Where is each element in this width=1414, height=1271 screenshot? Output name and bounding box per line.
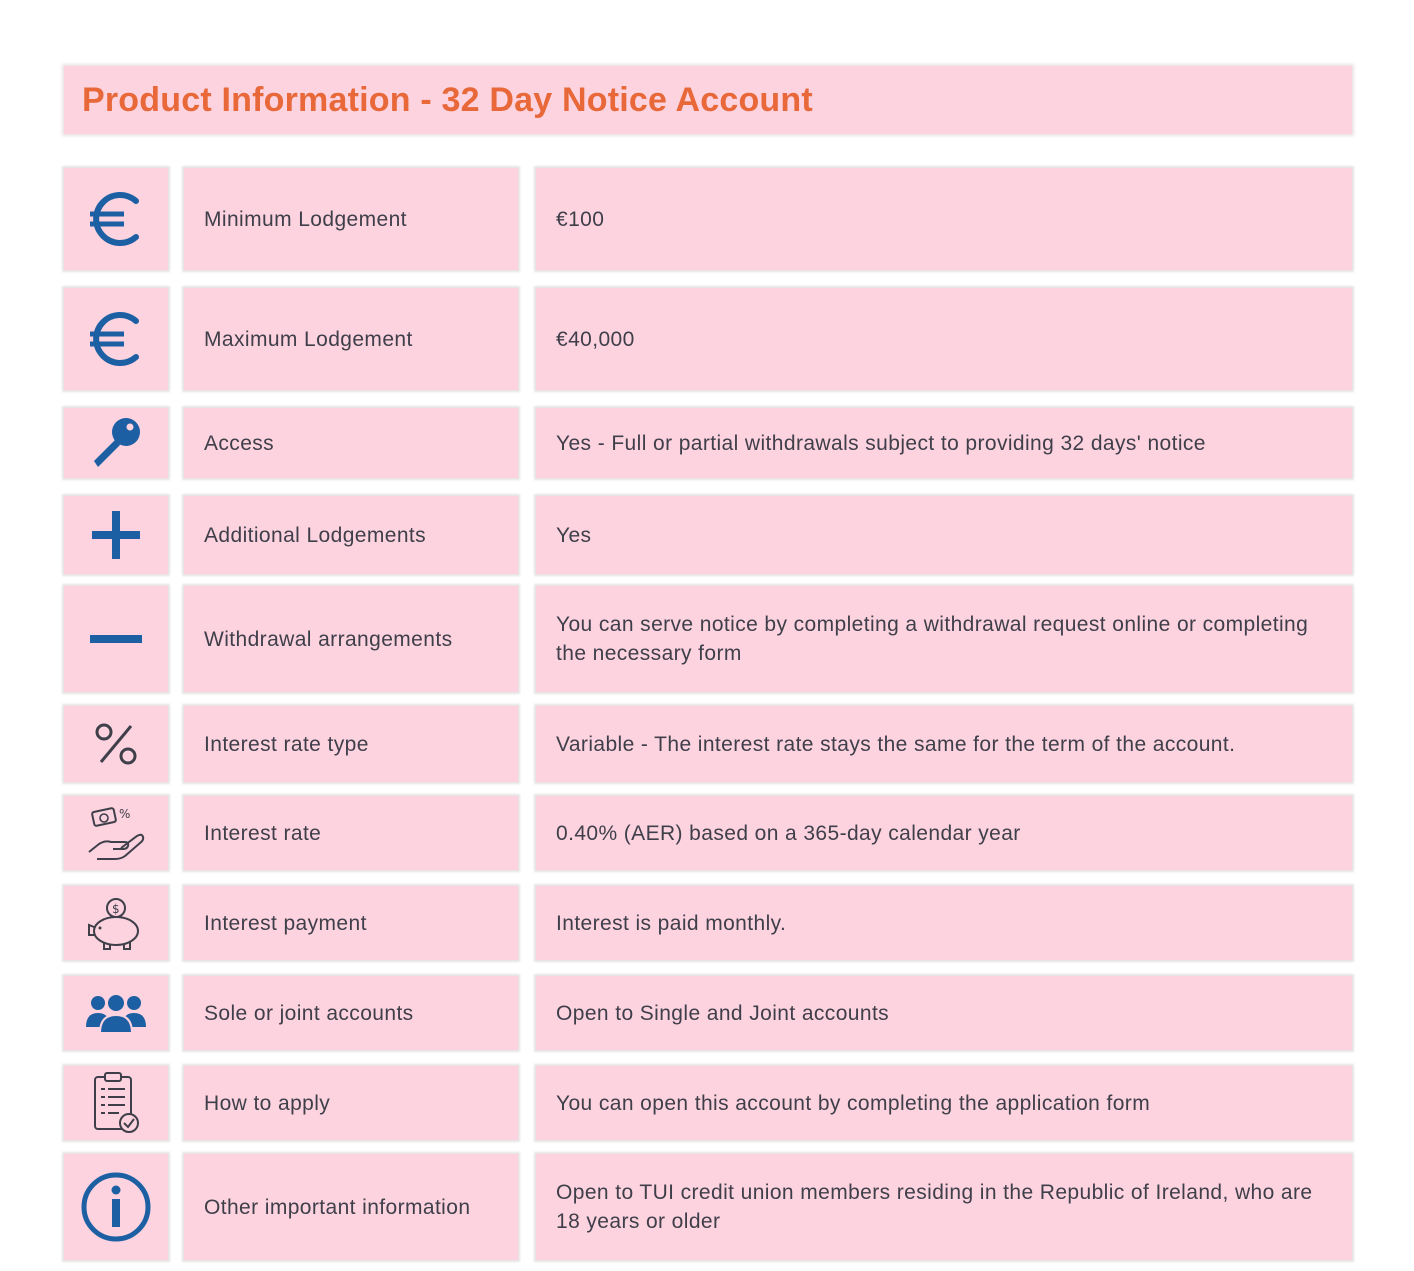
row-value-cell: [536, 496, 1352, 574]
table-row: [64, 288, 1352, 390]
row-label-cell: [184, 168, 518, 270]
key-icon: [64, 408, 168, 478]
minus-icon: [64, 586, 168, 692]
table-row: [64, 168, 1352, 270]
plus-icon: [64, 496, 168, 574]
row-label-cell: [184, 976, 518, 1050]
row-label-cell: [184, 288, 518, 390]
row-label: Minimum Lodgement: [204, 207, 407, 231]
row-label-cell: [184, 796, 518, 870]
row-value-cell: [536, 408, 1352, 478]
row-value: €40,000: [556, 327, 635, 351]
svg-text:%: %: [119, 807, 131, 821]
row-value: Open to TUI credit union members residing in the Republic of Ireland, who are 18 years or older: [556, 1181, 1313, 1233]
euro-icon: [64, 288, 168, 390]
row-value-cell: [536, 1154, 1352, 1260]
row-value: You can serve notice by completing a withdrawal request online or completing the necessary form: [556, 613, 1309, 665]
row-label-cell: [184, 586, 518, 692]
row-label-cell: [184, 496, 518, 574]
row-value-cell: [536, 886, 1352, 960]
clipboard-checklist-icon: [64, 1066, 168, 1140]
table-row: [64, 586, 1352, 692]
table-row: [64, 1154, 1352, 1260]
row-value-cell: [536, 288, 1352, 390]
row-value-cell: [536, 706, 1352, 782]
piggy-bank-icon: [64, 886, 168, 960]
row-label-cell: [184, 408, 518, 478]
row-label-cell: [184, 1066, 518, 1140]
row-label-cell: [184, 706, 518, 782]
row-value-cell: [536, 796, 1352, 870]
hand-money-percent-icon: [64, 796, 168, 870]
table-row: [64, 1066, 1352, 1140]
row-value: You can open this account by completing the application form: [556, 1091, 1151, 1115]
table-row: [64, 496, 1352, 574]
row-label: How to apply: [204, 1091, 331, 1115]
title-bar: [64, 66, 1352, 134]
table-row: [64, 706, 1352, 782]
row-value: Interest is paid monthly.: [556, 911, 787, 935]
row-label: Withdrawal arrangements: [204, 627, 453, 651]
row-value: Open to Single and Joint accounts: [556, 1001, 890, 1025]
row-value: 0.40% (AER) based on a 365-day calendar year: [556, 821, 1021, 845]
table-row: [64, 408, 1352, 478]
row-label: Maximum Lodgement: [204, 327, 413, 351]
row-value-cell: [536, 168, 1352, 270]
row-label: Other important information: [204, 1195, 471, 1219]
row-value-cell: [536, 586, 1352, 692]
info-icon: [64, 1154, 168, 1260]
table-row: [64, 976, 1352, 1050]
row-label: Sole or joint accounts: [204, 1001, 414, 1025]
table-row: [64, 796, 1352, 870]
row-value: Variable - The interest rate stays the same for the term of the account.: [556, 732, 1236, 756]
row-label: Interest payment: [204, 911, 367, 935]
row-label-cell: [184, 886, 518, 960]
euro-icon: [64, 168, 168, 270]
row-value-cell: [536, 976, 1352, 1050]
svg-text:$: $: [112, 902, 120, 916]
row-label: Interest rate type: [204, 732, 369, 756]
table-row: [64, 886, 1352, 960]
percent-icon: [64, 706, 168, 782]
row-value: Yes: [556, 523, 592, 547]
page-title: Product Information - 32 Day Notice Account: [82, 80, 813, 119]
row-value-cell: [536, 1066, 1352, 1140]
row-label: Access: [204, 431, 275, 455]
row-value: €100: [556, 207, 605, 231]
row-label-cell: [184, 1154, 518, 1260]
group-people-icon: [64, 976, 168, 1050]
row-label: Interest rate: [204, 821, 322, 845]
row-label: Additional Lodgements: [204, 523, 427, 547]
row-value: Yes - Full or partial withdrawals subject to providing 32 days' notice: [556, 431, 1206, 455]
